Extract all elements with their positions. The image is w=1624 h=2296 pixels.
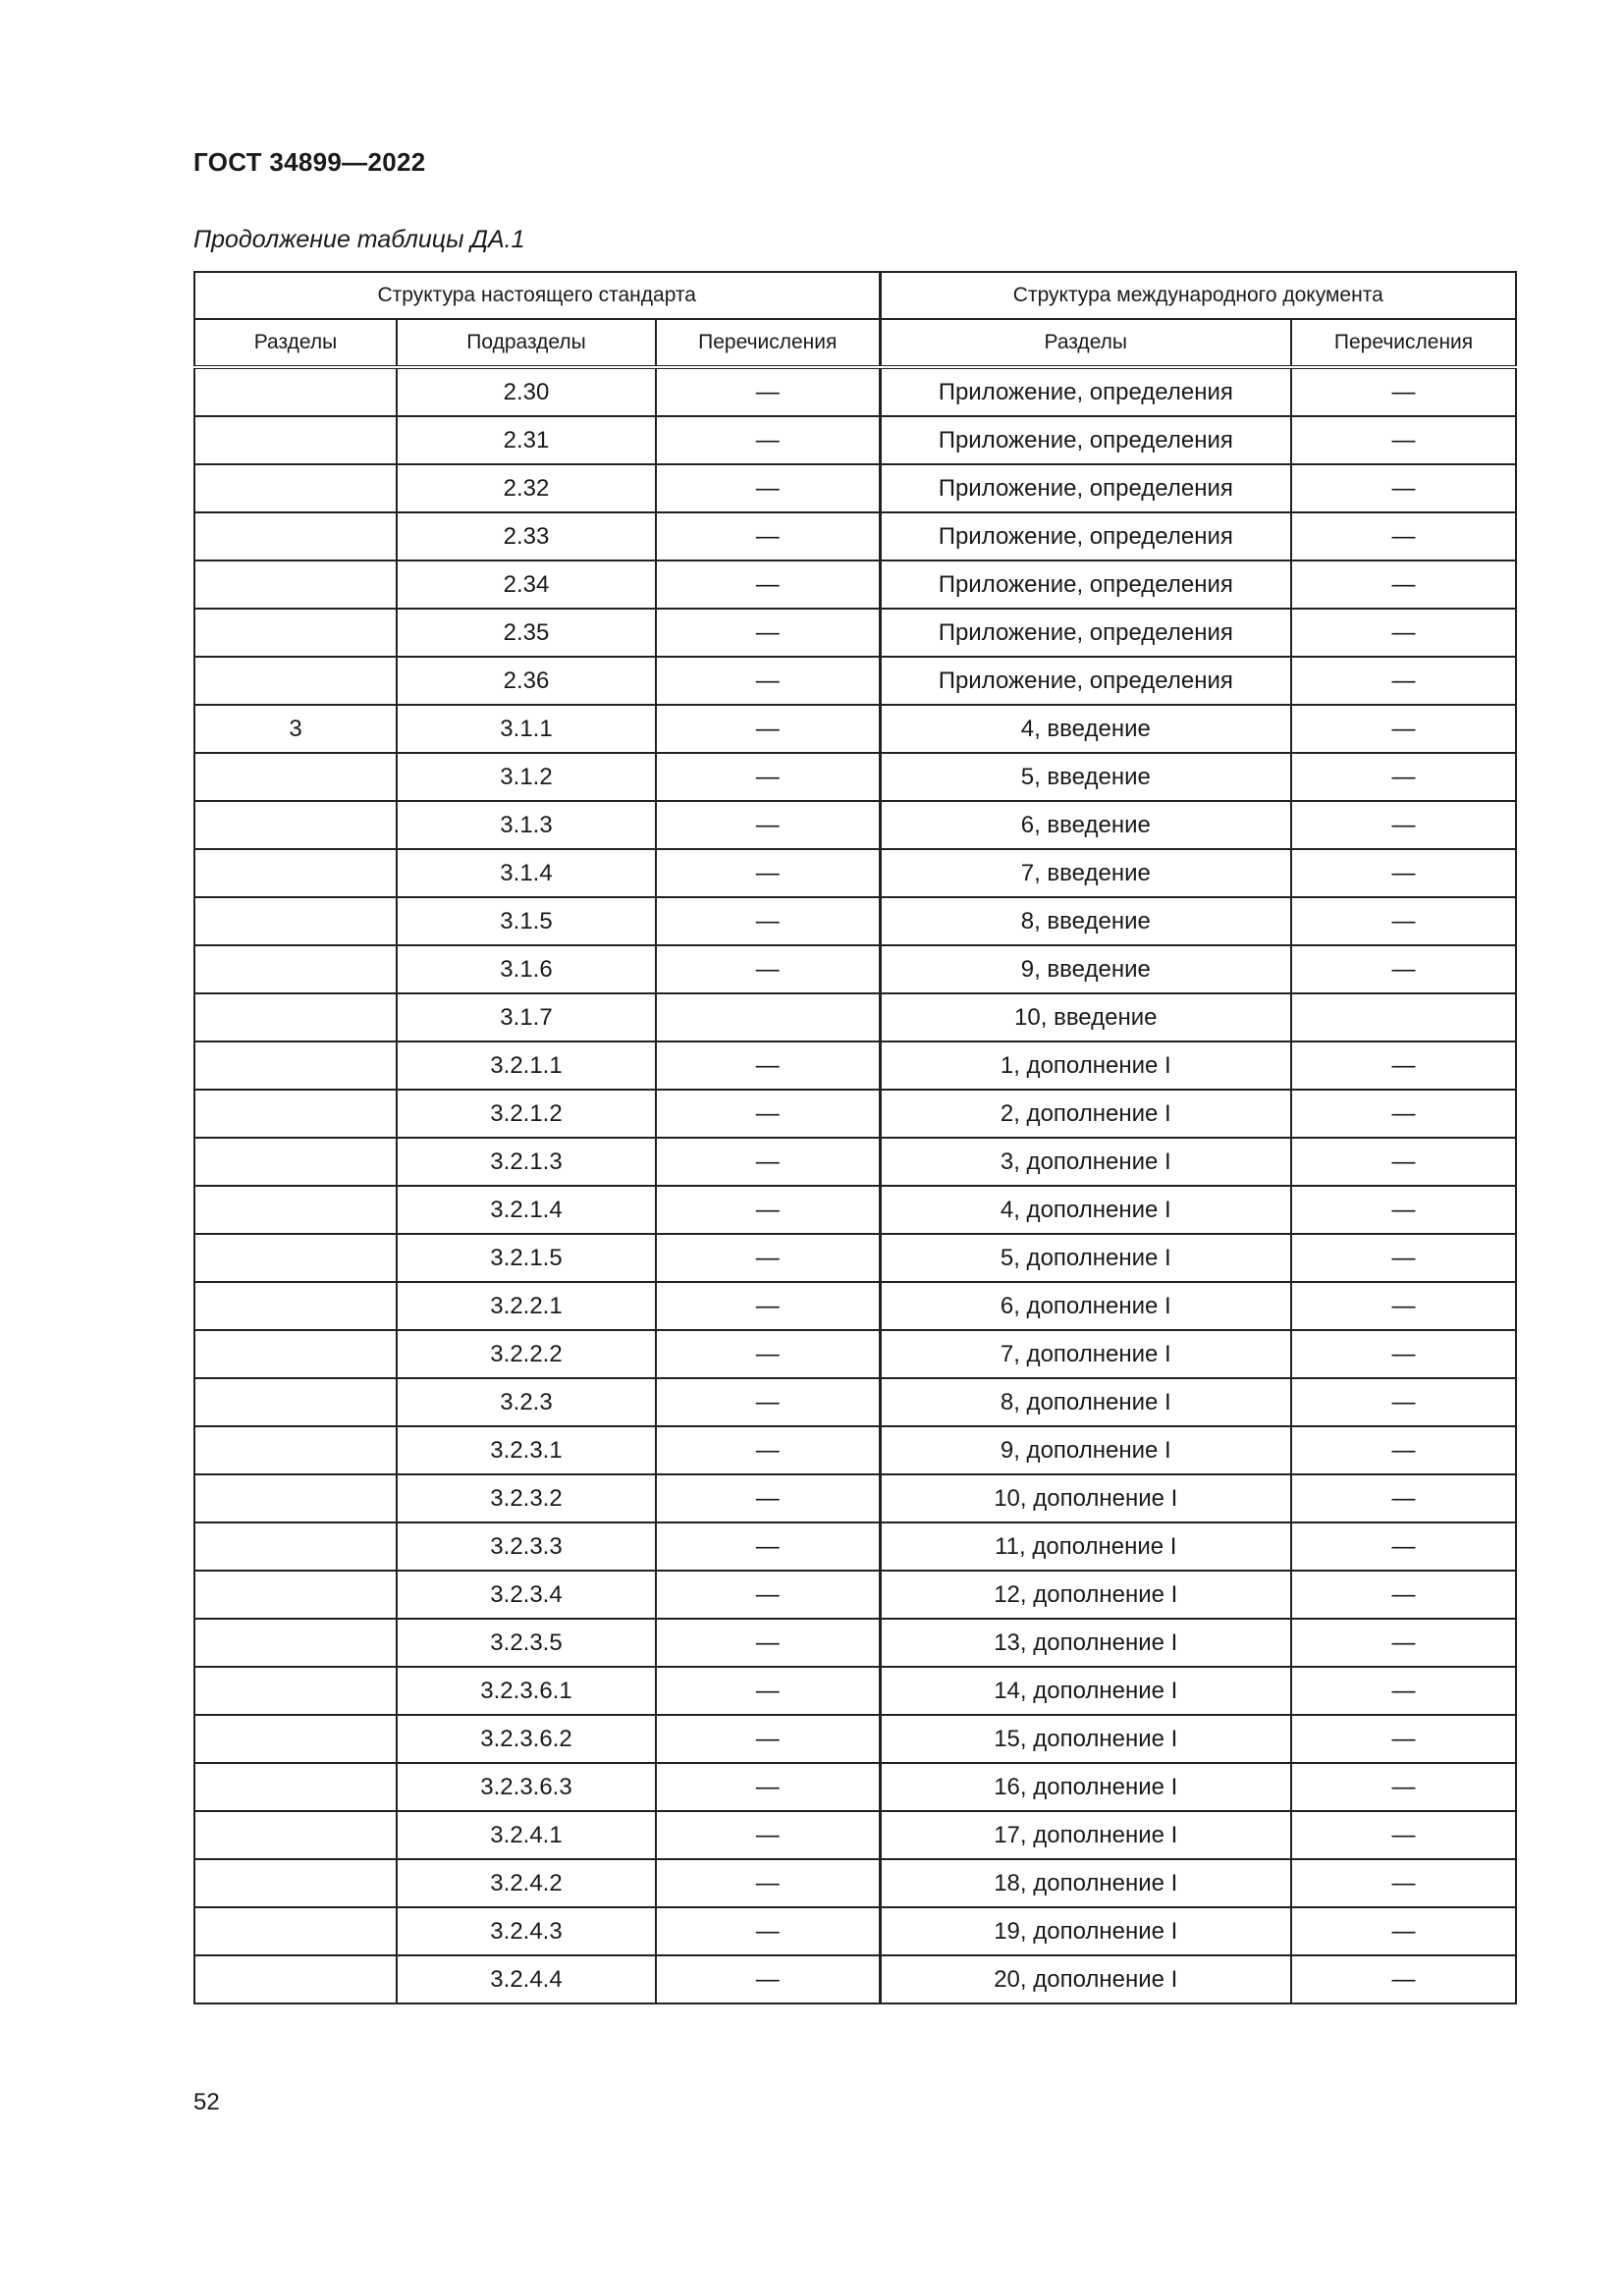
cell-subsection: 3.2.4.2 [397,1859,656,1907]
cell-intl-enumeration: — [1291,1571,1516,1619]
cell-subsection: 3.2.3 [397,1378,656,1426]
cell-intl-section: Приложение, определения [880,416,1291,464]
cell-enumeration: — [656,1522,880,1571]
cell-section [194,367,397,416]
table-row [194,945,1516,993]
table-row [194,561,1516,609]
table-row [194,367,1516,416]
cell-intl-section: 8, дополнение I [880,1378,1291,1426]
cell-enumeration: — [656,897,880,945]
cell-intl-enumeration: — [1291,1234,1516,1282]
cell-intl-section: 6, введение [880,801,1291,849]
cell-intl-enumeration: — [1291,464,1516,512]
cell-subsection: 3.2.2.2 [397,1330,656,1378]
table-row [194,1138,1516,1186]
cell-intl-section: 5, дополнение I [880,1234,1291,1282]
cell-enumeration: — [656,657,880,705]
cell-section [194,1426,397,1474]
cell-section [194,1234,397,1282]
cell-section [194,1186,397,1234]
cell-section [194,464,397,512]
cell-intl-section: 12, дополнение I [880,1571,1291,1619]
cell-section [194,1859,397,1907]
cell-enumeration: — [656,1811,880,1859]
cell-subsection: 3.2.3.5 [397,1619,656,1667]
cell-subsection: 3.2.3.6.2 [397,1715,656,1763]
cell-intl-enumeration: — [1291,1667,1516,1715]
table-row [194,1234,1516,1282]
cell-enumeration: — [656,1330,880,1378]
cell-intl-enumeration: — [1291,1619,1516,1667]
table-row [194,1955,1516,2003]
table-row [194,1282,1516,1330]
cell-intl-enumeration: — [1291,1955,1516,2003]
cell-intl-section: 18, дополнение I [880,1859,1291,1907]
cell-intl-enumeration: — [1291,1715,1516,1763]
cell-intl-section: 9, дополнение I [880,1426,1291,1474]
cell-section [194,1138,397,1186]
cell-section [194,1378,397,1426]
cell-intl-enumeration: — [1291,1186,1516,1234]
table-row [194,1763,1516,1811]
cell-enumeration: — [656,1955,880,2003]
cell-enumeration: — [656,1378,880,1426]
group-header-international-document: Структура международного документа [880,272,1516,319]
cell-section [194,1907,397,1955]
cell-enumeration: — [656,464,880,512]
cell-enumeration: — [656,1763,880,1811]
table-row [194,705,1516,753]
cell-intl-section: 10, введение [880,993,1291,1041]
cell-section [194,609,397,657]
cell-enumeration: — [656,1474,880,1522]
cell-subsection: 2.32 [397,464,656,512]
cell-intl-section: 4, введение [880,705,1291,753]
cell-subsection: 3.2.1.5 [397,1234,656,1282]
cell-section [194,1763,397,1811]
table-row [194,512,1516,561]
cell-subsection: 2.31 [397,416,656,464]
col-header-intl-sections: Разделы [880,319,1291,367]
cell-section [194,801,397,849]
cell-intl-section: 15, дополнение I [880,1715,1291,1763]
cell-intl-section: 17, дополнение I [880,1811,1291,1859]
table-row [194,1378,1516,1426]
cell-intl-enumeration: — [1291,1426,1516,1474]
cell-intl-section: 16, дополнение I [880,1763,1291,1811]
col-header-intl-enumerations: Перечисления [1291,319,1516,367]
table-row [194,993,1516,1041]
col-header-enumerations: Перечисления [656,319,880,367]
cell-section [194,561,397,609]
cell-intl-enumeration: — [1291,849,1516,897]
cell-intl-section: 2, дополнение I [880,1090,1291,1138]
col-header-subsections: Подразделы [397,319,656,367]
table-row [194,1859,1516,1907]
cell-intl-enumeration: — [1291,1378,1516,1426]
cell-intl-section: 8, введение [880,897,1291,945]
cell-subsection: 3.1.4 [397,849,656,897]
cell-enumeration: — [656,367,880,416]
cell-intl-enumeration: — [1291,1522,1516,1571]
cell-intl-enumeration: — [1291,1763,1516,1811]
cell-subsection: 3.2.3.6.1 [397,1667,656,1715]
cell-intl-section: 19, дополнение I [880,1907,1291,1955]
cell-intl-enumeration: — [1291,367,1516,416]
cell-subsection: 2.30 [397,367,656,416]
cell-enumeration: — [656,849,880,897]
table-row [194,1090,1516,1138]
cell-enumeration: — [656,1715,880,1763]
cell-subsection: 3.1.6 [397,945,656,993]
table-row [194,1619,1516,1667]
cell-subsection: 3.2.2.1 [397,1282,656,1330]
cell-enumeration: — [656,1667,880,1715]
cell-subsection: 3.2.4.1 [397,1811,656,1859]
cell-section [194,849,397,897]
cell-subsection: 3.2.1.3 [397,1138,656,1186]
cell-intl-enumeration: — [1291,1138,1516,1186]
cell-section [194,1619,397,1667]
cell-intl-enumeration: — [1291,801,1516,849]
cell-intl-enumeration: — [1291,705,1516,753]
cell-intl-enumeration [1291,993,1516,1041]
cell-intl-enumeration: — [1291,1907,1516,1955]
cell-section [194,1041,397,1090]
cell-intl-section: Приложение, определения [880,657,1291,705]
cell-intl-section: 4, дополнение I [880,1186,1291,1234]
cell-intl-section: 7, введение [880,849,1291,897]
table-row [194,1426,1516,1474]
cell-intl-enumeration: — [1291,657,1516,705]
table-row [194,753,1516,801]
cell-subsection: 3.1.3 [397,801,656,849]
cell-section [194,416,397,464]
table-row [194,1571,1516,1619]
table-row [194,1907,1516,1955]
cell-subsection: 2.33 [397,512,656,561]
cell-section [194,1667,397,1715]
cell-enumeration: — [656,1186,880,1234]
page-number: 52 [193,2089,220,2115]
table-row [194,1715,1516,1763]
cell-section [194,512,397,561]
cell-intl-enumeration: — [1291,1474,1516,1522]
cell-intl-section: Приложение, определения [880,609,1291,657]
cell-subsection: 3.1.2 [397,753,656,801]
table-row [194,897,1516,945]
cell-intl-enumeration: — [1291,1041,1516,1090]
table-row [194,657,1516,705]
table-row [194,609,1516,657]
cell-intl-enumeration: — [1291,897,1516,945]
cell-intl-section: 1, дополнение I [880,1041,1291,1090]
cell-intl-enumeration: — [1291,753,1516,801]
cell-intl-enumeration: — [1291,945,1516,993]
table-row [194,1811,1516,1859]
cell-enumeration: — [656,1859,880,1907]
cell-enumeration: — [656,609,880,657]
cell-enumeration: — [656,561,880,609]
table-row [194,1522,1516,1571]
cell-intl-section: Приложение, определения [880,464,1291,512]
cell-subsection: 3.2.3.1 [397,1426,656,1474]
cell-intl-section: 13, дополнение I [880,1619,1291,1667]
cell-intl-section: 3, дополнение I [880,1138,1291,1186]
table-row [194,416,1516,464]
cell-enumeration: — [656,512,880,561]
cell-intl-section: 5, введение [880,753,1291,801]
cell-intl-enumeration: — [1291,1859,1516,1907]
cell-section: 3 [194,705,397,753]
cell-section [194,657,397,705]
cell-section [194,753,397,801]
cell-subsection: 3.2.4.4 [397,1955,656,2003]
document-title: ГОСТ 34899—2022 [193,147,426,177]
cell-subsection: 2.34 [397,561,656,609]
cell-intl-section: 10, дополнение I [880,1474,1291,1522]
cell-enumeration: — [656,1426,880,1474]
cell-intl-enumeration: — [1291,1330,1516,1378]
cell-intl-enumeration: — [1291,609,1516,657]
cell-intl-section: Приложение, определения [880,561,1291,609]
cell-section [194,897,397,945]
cell-subsection: 3.2.1.2 [397,1090,656,1138]
cell-section [194,1330,397,1378]
cell-intl-enumeration: — [1291,416,1516,464]
cell-section [194,1715,397,1763]
cell-intl-section: 20, дополнение I [880,1955,1291,2003]
table-row [194,801,1516,849]
cell-subsection: 3.2.3.2 [397,1474,656,1522]
cell-enumeration: — [656,1907,880,1955]
cell-intl-section: 11, дополнение I [880,1522,1291,1571]
cell-intl-section: 14, дополнение I [880,1667,1291,1715]
cell-subsection: 2.35 [397,609,656,657]
cell-subsection: 3.2.3.4 [397,1571,656,1619]
cell-subsection: 3.1.7 [397,993,656,1041]
cell-intl-section: Приложение, определения [880,512,1291,561]
cell-intl-section: Приложение, определения [880,367,1291,416]
cell-section [194,1090,397,1138]
cell-enumeration: — [656,801,880,849]
cell-intl-section: 7, дополнение I [880,1330,1291,1378]
correspondence-table [193,271,1517,2004]
cell-section [194,993,397,1041]
cell-intl-enumeration: — [1291,1811,1516,1859]
cell-section [194,1571,397,1619]
cell-intl-enumeration: — [1291,512,1516,561]
col-header-sections: Разделы [194,319,397,367]
cell-enumeration: — [656,753,880,801]
cell-section [194,1811,397,1859]
cell-enumeration: — [656,1041,880,1090]
column-header-row [194,319,1516,367]
table-body [194,367,1516,2003]
cell-enumeration: — [656,1138,880,1186]
cell-subsection: 3.1.1 [397,705,656,753]
cell-subsection: 3.1.5 [397,897,656,945]
cell-section [194,1955,397,2003]
cell-section [194,1474,397,1522]
cell-section [194,1282,397,1330]
table-row [194,1186,1516,1234]
cell-enumeration: — [656,705,880,753]
table-row [194,464,1516,512]
cell-subsection: 3.2.4.3 [397,1907,656,1955]
cell-subsection: 2.36 [397,657,656,705]
group-header-this-standard: Структура настоящего стандарта [194,272,880,319]
cell-enumeration: — [656,416,880,464]
cell-enumeration: — [656,1234,880,1282]
cell-enumeration [656,993,880,1041]
cell-enumeration: — [656,945,880,993]
cell-subsection: 3.2.3.3 [397,1522,656,1571]
group-header-row [194,272,1516,319]
cell-subsection: 3.2.1.1 [397,1041,656,1090]
table-row [194,1667,1516,1715]
cell-subsection: 3.2.1.4 [397,1186,656,1234]
cell-enumeration: — [656,1571,880,1619]
cell-intl-section: 6, дополнение I [880,1282,1291,1330]
cell-enumeration: — [656,1282,880,1330]
table-row [194,1474,1516,1522]
cell-intl-enumeration: — [1291,561,1516,609]
cell-section [194,945,397,993]
table-row [194,849,1516,897]
table-row [194,1330,1516,1378]
table-row [194,1041,1516,1090]
cell-enumeration: — [656,1619,880,1667]
cell-intl-section: 9, введение [880,945,1291,993]
cell-enumeration: — [656,1090,880,1138]
table-caption: Продолжение таблицы ДА.1 [193,226,525,253]
cell-section [194,1522,397,1571]
cell-subsection: 3.2.3.6.3 [397,1763,656,1811]
cell-intl-enumeration: — [1291,1282,1516,1330]
cell-intl-enumeration: — [1291,1090,1516,1138]
